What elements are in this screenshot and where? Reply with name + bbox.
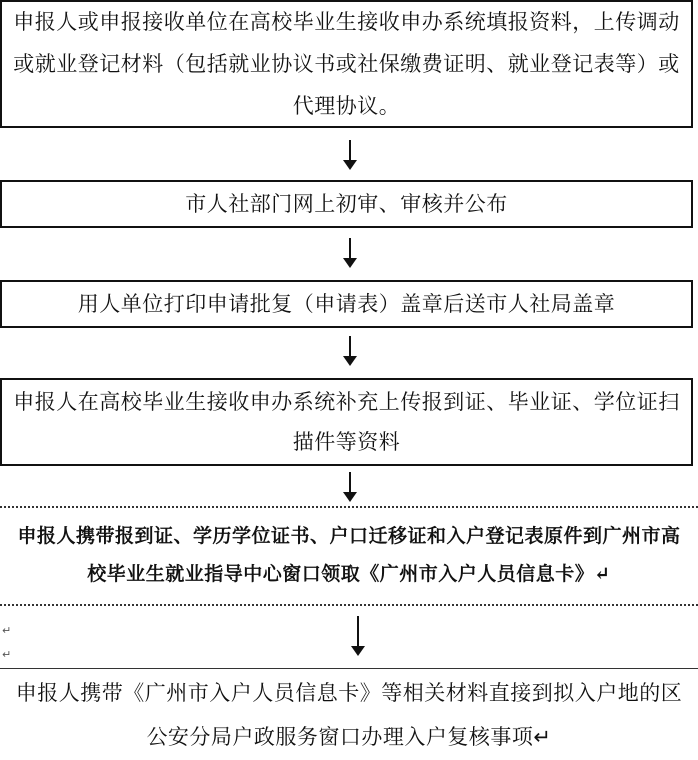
step-5-bottom-border: [0, 604, 698, 606]
arrow-1-2: [343, 140, 357, 170]
arrow-4-5: [343, 472, 357, 502]
paragraph-mark-2: ↵: [2, 648, 12, 661]
step-1-text: 申报人或申报接收单位在高校毕业生接收申办系统填报资料，上传调动或就业登记材料（包括就业协议书或社保缴费证明、就业登记表等）或代理协议。: [13, 10, 680, 118]
arrow-2-3: [343, 238, 357, 268]
step-2-text: 市人社部门网上初审、审核并公布: [185, 192, 508, 216]
step-5-box: [0, 508, 698, 602]
step-4-box: [0, 378, 693, 466]
step-3-text: 用人单位打印申请批复（申请表）盖章后送市人社局盖章: [77, 292, 616, 316]
step-5-text: 申报人携带报到证、学历学位证书、户口迁移证和入户登记表原件到广州市高校毕业生就业指导中心窗口领取《广州市入户人员信息卡》↵: [17, 525, 681, 585]
paragraph-mark-1: ↵: [2, 624, 12, 637]
step-6-text: 申报人携带《广州市入户人员信息卡》等相关材料直接到拟入户地的区公安分局户政服务窗口办理入户复核事项↵: [15, 680, 683, 749]
arrow-5-6: [351, 616, 365, 656]
step-1-box: [0, 0, 693, 128]
arrow-3-4: [343, 336, 357, 366]
step-3-box: [0, 280, 693, 328]
step-2-box: [0, 180, 693, 228]
step-4-text: 申报人在高校毕业生接收申办系统补充上传报到证、毕业证、学位证扫描件等资料: [13, 390, 680, 454]
step-6-box: [0, 669, 698, 760]
